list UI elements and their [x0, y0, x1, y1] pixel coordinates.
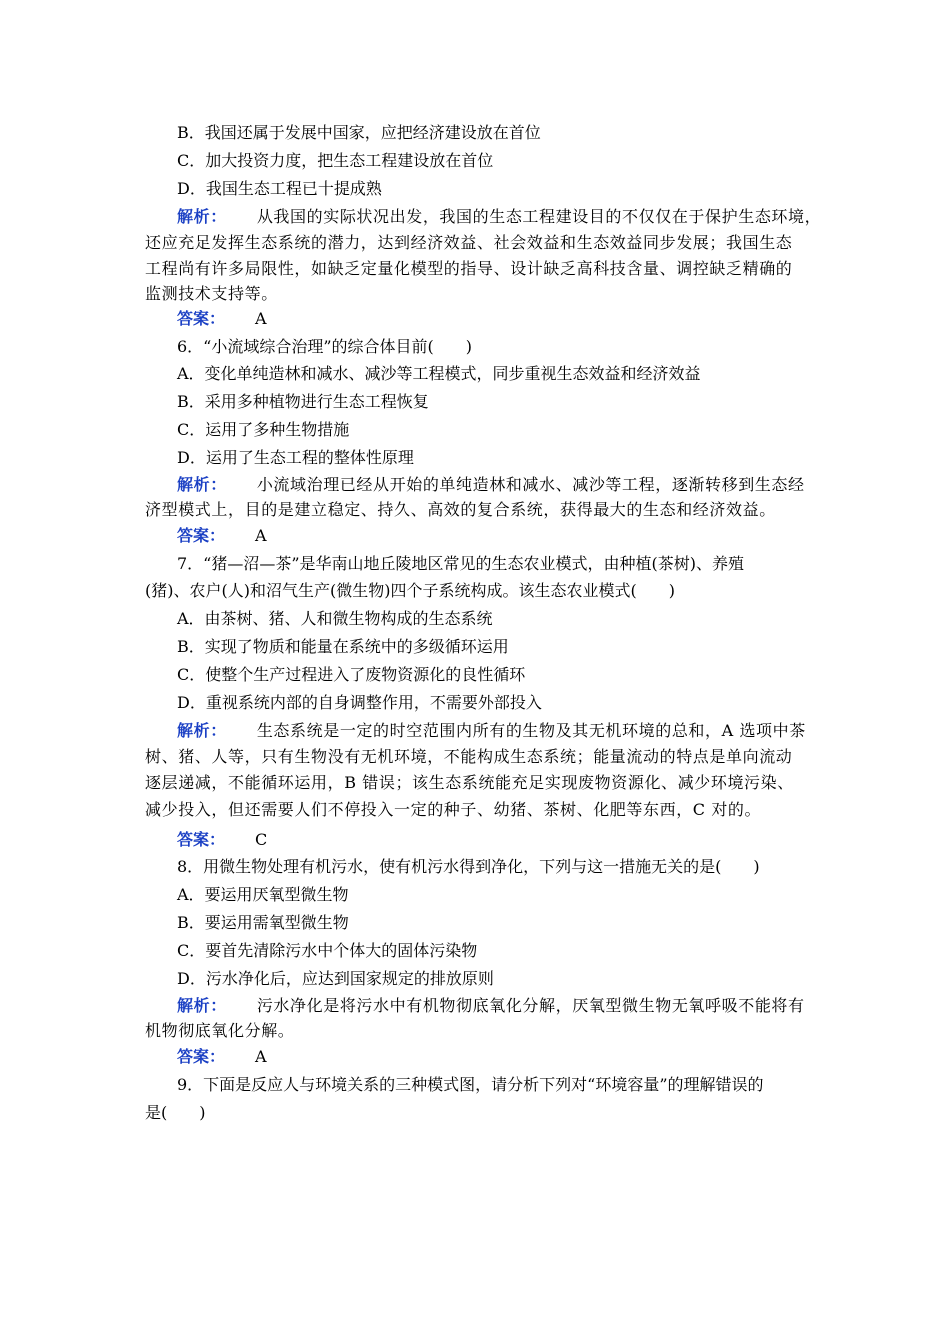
answer-label: 答案： — [177, 830, 226, 849]
analysis-text: 工程尚有许多局限性，如缺乏定量化模型的指导、设计缺乏高科技含量、调控缺乏精确的 — [145, 259, 793, 278]
option-a: A．变化单纯造林和减水、减沙等工程模式，同步重视生态效益和经济效益 — [177, 364, 701, 383]
answer-label: 答案： — [177, 309, 226, 328]
analysis-text: 监测技术支持等。 — [145, 284, 278, 303]
question-stem: 6．“小流域综合治理”的综合体目前( ) — [177, 337, 473, 356]
analysis-text: 机物彻底氧化分解。 — [145, 1021, 295, 1040]
analysis-text: 生态系统是一定的时空范围内所有的生物及其无机环境的总和，A 选项中茶 — [256, 721, 806, 740]
answer-value: A — [255, 1047, 267, 1066]
analysis-text: 还应充足发挥生态系统的潜力，达到经济效益、社会效益和生态效益同步发展；我国生态 — [145, 233, 793, 252]
option-b: B．实现了物质和能量在系统中的多级循环运用 — [177, 637, 509, 656]
answer-value: C — [255, 830, 268, 849]
analysis-line — [177, 996, 805, 1016]
analysis-text: 从我国的实际状况出发，我国的生态工程建设目的不仅仅在于保护生态环境， — [256, 207, 822, 226]
question-stem-cont: 是( ) — [145, 1103, 206, 1122]
question-stem-cont: (猪)、农户(人)和沼气生产(微生物)四个子系统构成。该生态农业模式( ) — [145, 581, 675, 600]
analysis-text: 污水净化是将污水中有机物彻底氧化分解，厌氧型微生物无氧呼吸不能将有 — [256, 996, 805, 1015]
question-stem: 9．下面是反应人与环境关系的三种模式图，请分析下列对“环境容量”的理解错误的 — [177, 1075, 764, 1094]
question-stem: 8．用微生物处理有机污水，使有机污水得到净化，下列与这一措施无关的是( ) — [177, 857, 760, 876]
analysis-text: 逐层递减，不能循环运用，B 错误；该生态系统能充足实现废物资源化、减少环境污染、 — [145, 773, 794, 792]
answer-line — [177, 526, 267, 546]
option-c: C．加大投资力度，把生态工程建设放在首位 — [177, 151, 494, 170]
answer-label: 答案： — [177, 1047, 226, 1066]
analysis-label: 解析： — [177, 721, 227, 740]
option-d: D．重视系统内部的自身调整作用，不需要外部投入 — [177, 693, 542, 712]
analysis-line — [177, 721, 806, 741]
option-a: A．由茶树、猪、人和微生物构成的生态系统 — [177, 609, 493, 628]
answer-label: 答案： — [177, 526, 226, 545]
analysis-text: 减少投入，但还需要人们不停投入一定的种子、幼猪、茶树、化肥等东西，C 对的。 — [145, 800, 762, 819]
question-stem: 7．“猪—沼—茶”是华南山地丘陵地区常见的生态农业模式，由种植(茶树)、养殖 — [177, 554, 745, 573]
analysis-label: 解析： — [177, 475, 227, 494]
analysis-label: 解析： — [177, 207, 227, 226]
answer-line — [177, 830, 267, 850]
option-b: B．要运用需氧型微生物 — [177, 913, 349, 932]
option-b: B．采用多种植物进行生态工程恢复 — [177, 392, 429, 411]
analysis-line — [177, 475, 805, 495]
option-d: D．运用了生态工程的整体性原理 — [177, 448, 414, 467]
option-a: A．要运用厌氧型微生物 — [177, 885, 349, 904]
answer-line — [177, 1047, 267, 1067]
option-b: B．我国还属于发展中国家，应把经济建设放在首位 — [177, 123, 541, 142]
analysis-label: 解析： — [177, 996, 227, 1015]
answer-value: A — [255, 526, 267, 545]
answer-line — [177, 309, 267, 329]
answer-value: A — [255, 309, 267, 328]
option-d: D．污水净化后，应达到国家规定的排放原则 — [177, 969, 494, 988]
option-c: C．要首先清除污水中个体大的固体污染物 — [177, 941, 478, 960]
analysis-line — [177, 207, 821, 227]
analysis-text: 济型模式上，目的是建立稳定、持久、高效的复合系统，获得最大的生态和经济效益。 — [145, 500, 776, 519]
analysis-text: 树、猪、人等，只有生物没有无机环境，不能构成生态系统；能量流动的特点是单向流动 — [145, 747, 793, 766]
option-c: C．运用了多种生物措施 — [177, 420, 350, 439]
option-d: D．我国生态工程已十提成熟 — [177, 179, 382, 198]
option-c: C．使整个生产过程进入了废物资源化的良性循环 — [177, 665, 526, 684]
analysis-text: 小流域治理已经从开始的单纯造林和减水、减沙等工程，逐渐转移到生态经 — [256, 475, 805, 494]
